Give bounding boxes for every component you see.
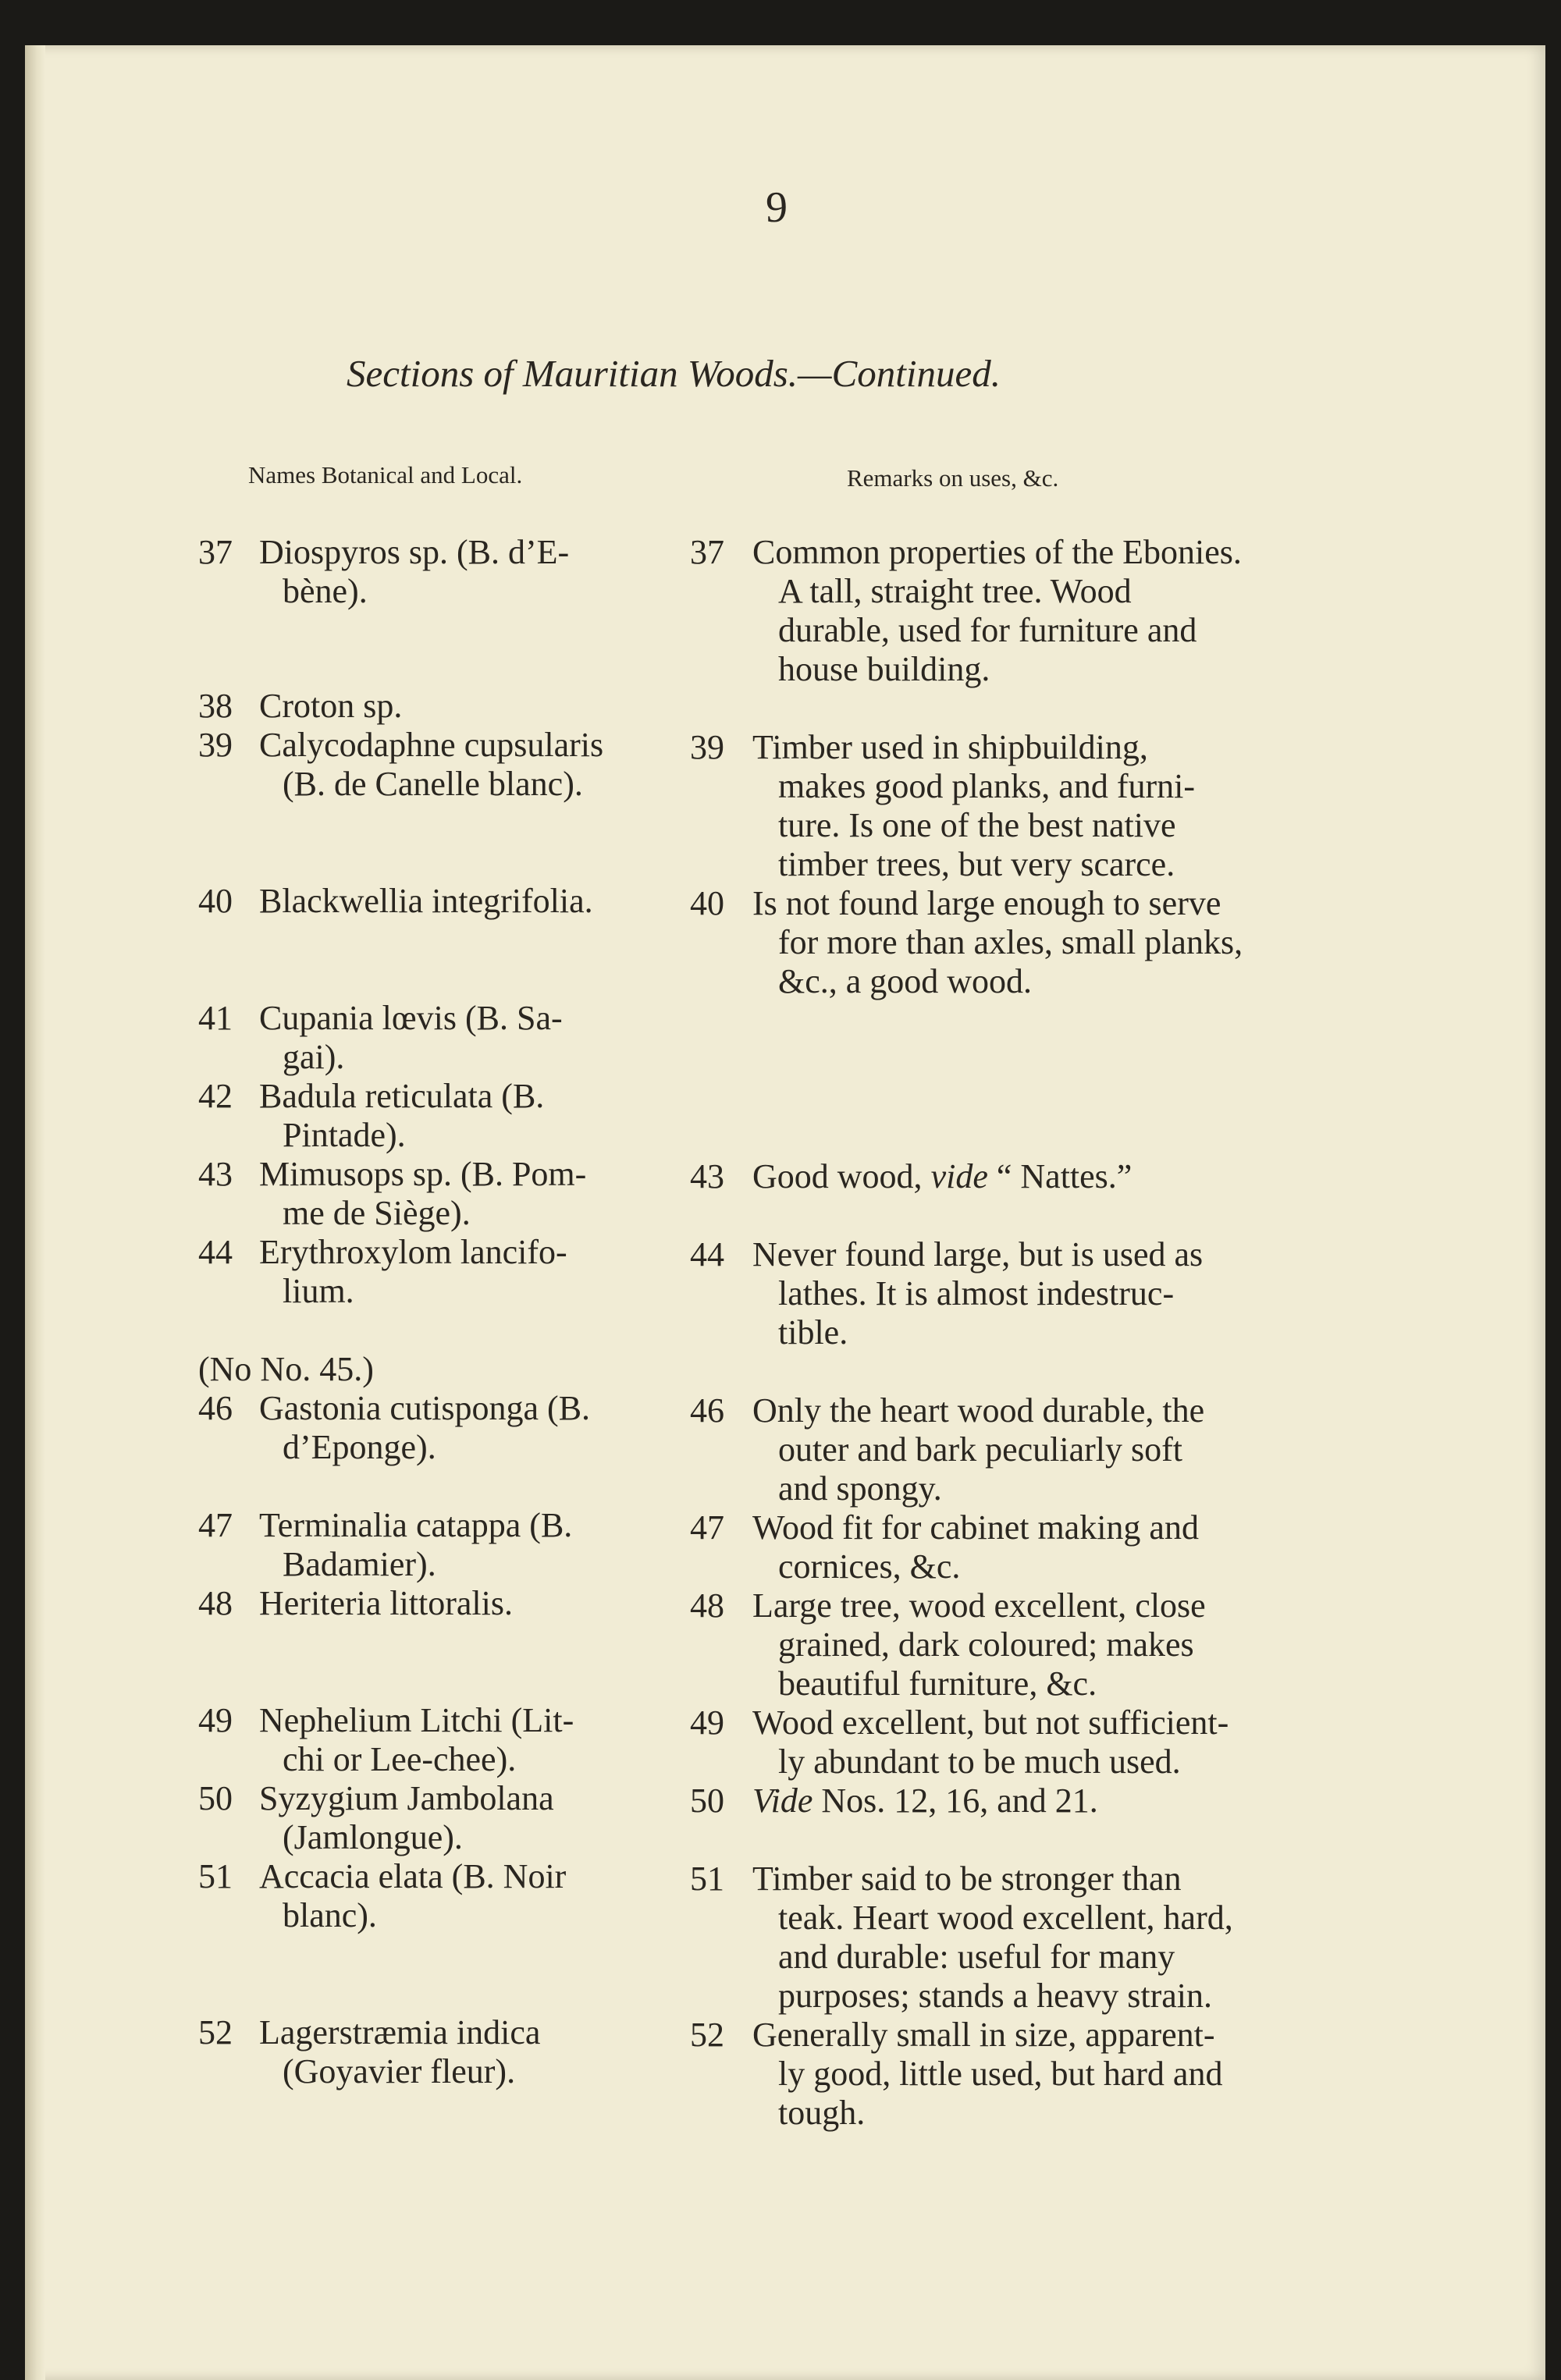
entry-name-line: (B. de Canelle blanc). (283, 765, 583, 803)
remark-italic: Vide (752, 1781, 813, 1820)
entry-name-line: Lagerstræmia indica (259, 2013, 541, 2051)
remark-line: Is not found large enough to serve (752, 884, 1221, 922)
remark-number: 51 (690, 1860, 724, 1898)
column-header-names: Names Botanical and Local. (248, 461, 523, 488)
entry-number: 49 (198, 1701, 233, 1739)
entry-name-line: Erythroxylom lancifo- (259, 1233, 567, 1271)
book-page (25, 45, 1545, 2380)
remark-line: Wood fit for cabinet making and (752, 1508, 1199, 1547)
entry-name-line: Mimusops sp. (B. Pom- (259, 1155, 587, 1193)
remark-line: A tall, straight tree. Wood (778, 572, 1132, 610)
remark-text: “ Nattes.” (987, 1157, 1133, 1195)
remark-line: ly good, little used, but hard and (778, 2055, 1223, 2093)
remark-number: 47 (690, 1508, 724, 1547)
entry-name-line: blanc). (283, 1896, 377, 1934)
entry-number: 41 (198, 999, 233, 1037)
remark-line (752, 1781, 1098, 1821)
entry-name-line: d’Eponge). (283, 1428, 436, 1466)
remark-italic: vide (930, 1157, 988, 1195)
page-number: 9 (766, 183, 788, 232)
entry-name-line: Calycodaphne cupsularis (259, 726, 604, 764)
remark-number: 52 (690, 2016, 724, 2054)
remark-line: house building. (778, 650, 990, 688)
remark-line: Generally small in size, apparent- (752, 2016, 1215, 2054)
remark-number: 37 (690, 533, 724, 571)
remark-number: 50 (690, 1781, 724, 1820)
remark-line: &c., a good wood. (778, 962, 1033, 1000)
remark-line: durable, used for furniture and (778, 611, 1197, 649)
page-gutter (25, 45, 45, 2380)
remark-line: lathes. It is almost indestruc- (778, 1274, 1175, 1313)
entry-number: 39 (198, 726, 233, 764)
entry-name-line: (Jamlongue). (283, 1818, 463, 1856)
entry-number: 51 (198, 1857, 233, 1895)
remark-number: 44 (690, 1235, 724, 1273)
entry-name-line: chi or Lee-chee). (283, 1740, 517, 1778)
entry-name-line: Terminalia catappa (B. (259, 1506, 573, 1544)
entry-number: 48 (198, 1584, 233, 1622)
column-header-remarks: Remarks on uses, &c. (847, 464, 1059, 492)
no-entry-note: (No No. 45.) (198, 1350, 374, 1388)
entry-name-line: Badamier). (283, 1545, 436, 1583)
remark-line: timber trees, but very scarce. (778, 845, 1175, 883)
remark-line: for more than axles, small planks, (778, 923, 1243, 961)
remark-line: and durable: useful for many (778, 1938, 1175, 1976)
remark-line: Timber used in shipbuilding, (752, 728, 1148, 766)
remark-line (752, 1157, 1132, 1196)
remark-line: beautiful furniture, &c. (778, 1664, 1097, 1703)
entry-name-line: Heriteria littoralis. (259, 1584, 513, 1622)
remark-number: 43 (690, 1157, 724, 1195)
remark-line: Only the heart wood durable, the (752, 1391, 1205, 1430)
entry-name-line: Nephelium Litchi (Lit- (259, 1701, 574, 1739)
remark-line: ture. Is one of the best native (778, 806, 1176, 844)
remark-line: Large tree, wood excellent, close (752, 1586, 1206, 1625)
entry-number: 44 (198, 1233, 233, 1271)
remark-line: tough. (778, 2094, 866, 2132)
entry-name-line: gai). (283, 1038, 345, 1076)
entry-name-line: lium. (283, 1272, 354, 1310)
entry-number: 37 (198, 533, 233, 571)
remark-line: Common properties of the Ebonies. (752, 533, 1242, 571)
entry-name-line: Syzygium Jambolana (259, 1779, 554, 1817)
entry-number: 46 (198, 1389, 233, 1427)
entry-name-line: Gastonia cutisponga (B. (259, 1389, 591, 1427)
entry-number: 47 (198, 1506, 233, 1544)
remark-line: grained, dark coloured; makes (778, 1625, 1194, 1664)
entry-name-line: bène). (283, 572, 368, 610)
entry-number: 38 (198, 687, 233, 725)
remark-line: and spongy. (778, 1469, 942, 1508)
entry-name-line: Pintade). (283, 1116, 406, 1154)
remark-line: outer and bark peculiarly soft (778, 1430, 1183, 1469)
entry-name-line: Blackwellia integrifolia. (259, 882, 593, 920)
entry-number: 43 (198, 1155, 233, 1193)
remark-line: teak. Heart wood excellent, hard, (778, 1899, 1233, 1937)
remark-number: 48 (690, 1586, 724, 1625)
entry-number: 52 (198, 2013, 233, 2051)
entry-name-line: Croton sp. (259, 687, 403, 725)
entry-name-line: Accacia elata (B. Noir (259, 1857, 567, 1895)
entry-name-line: (Goyavier fleur). (283, 2052, 516, 2090)
remark-line: Never found large, but is used as (752, 1235, 1204, 1273)
entry-name-line: Diospyros sp. (B. d’E- (259, 533, 570, 571)
remark-line: purposes; stands a heavy strain. (778, 1977, 1212, 2015)
remark-line: cornices, &c. (778, 1547, 961, 1586)
remark-line: ly abundant to be much used. (778, 1742, 1181, 1781)
entry-number: 42 (198, 1077, 233, 1115)
entry-number: 40 (198, 882, 233, 920)
entry-number: 50 (198, 1779, 233, 1817)
entry-name-line: me de Siège). (283, 1194, 471, 1232)
remark-text: Good wood, (752, 1157, 931, 1195)
remark-line: Timber said to be stronger than (752, 1860, 1182, 1898)
remark-number: 46 (690, 1391, 724, 1430)
remark-line: tible. (778, 1313, 848, 1352)
remark-text: Nos. 12, 16, and 21. (813, 1781, 1098, 1820)
remark-number: 40 (690, 884, 724, 922)
entry-name-line: Badula reticulata (B. (259, 1077, 545, 1115)
remark-number: 49 (690, 1703, 724, 1742)
entry-name-line: Cupania lœvis (B. Sa- (259, 999, 563, 1037)
remark-line: makes good planks, and furni- (778, 767, 1195, 805)
remark-number: 39 (690, 728, 724, 766)
remark-line: Wood excellent, but not sufficient- (752, 1703, 1229, 1742)
page-title: Sections of Mauritian Woods.—Continued. (347, 352, 1001, 395)
